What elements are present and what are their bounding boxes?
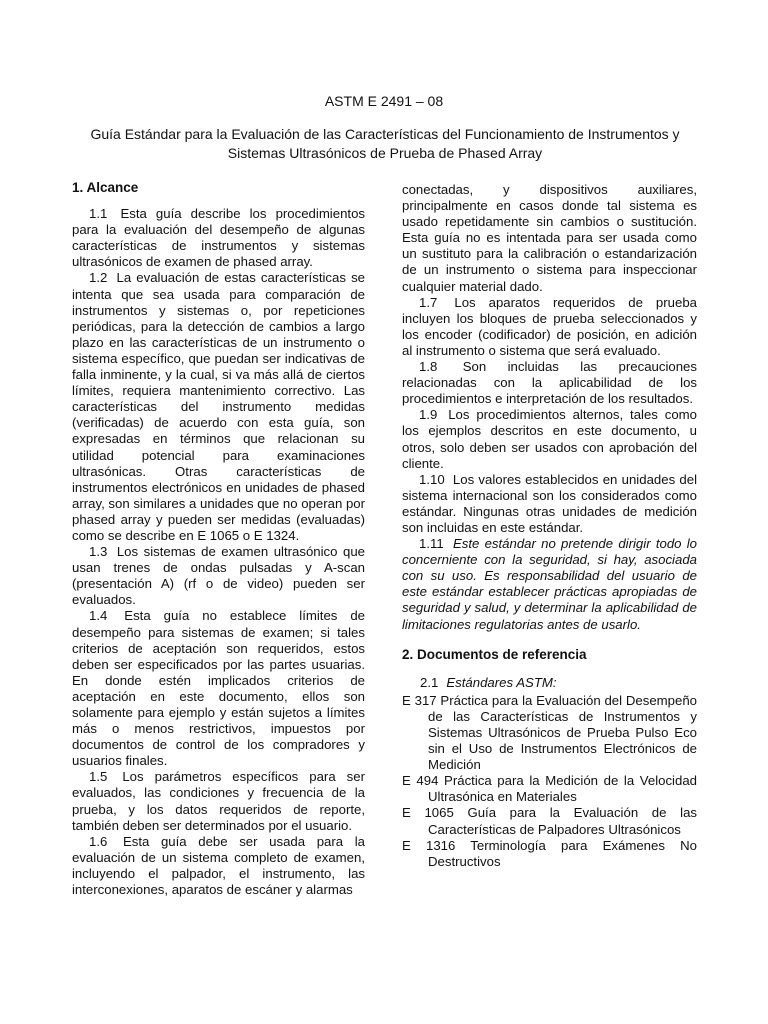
paragraph-1-6: 1.6 Esta guía debe ser usada para la evaluación de un sistema completo de examen, incluyendo el palpador, el instrumento, las interconexiones, aparatos de escáner y alarmas bbox=[72, 833, 365, 898]
subsection-2-1: 2.1 Estándares ASTM: bbox=[420, 674, 557, 690]
section-heading-alcance: 1. Alcance bbox=[72, 180, 139, 195]
paragraph-1-6-continuation: conectadas, y dispositivos auxiliares, principalmente en casos donde tal sistema es usado repetidamente sin cambios o sustitución. Esta guía no es intentada para ser usada como un sustituto para la calibración o estandarización de un instrumento o sistema para inspeccionar cualquier material dado. bbox=[402, 182, 697, 294]
reference-list bbox=[402, 693, 697, 870]
document-title: Guía Estándar para la Evaluación de las Características del Funcionamiento de Instrumentos y Sistemas Ultrasónicos de Prueba de Phased Array bbox=[90, 126, 680, 161]
document-id: ASTM E 2491 – 08 bbox=[324, 93, 444, 109]
reference-item: E 1065 Guía para la Evaluación de las Características de Palpadores Ultrasónicos bbox=[402, 805, 697, 837]
paragraph-1-3: 1.3 Los sistemas de examen ultrasónico que usan trenes de ondas pulsadas y A-scan (presentación A) (rf o de video) pueden ser evaluados. bbox=[72, 544, 365, 608]
section-heading-documentos: 2. Documentos de referencia bbox=[402, 646, 587, 662]
paragraph-1-1: 1.1 Esta guía describe los procedimientos para la evaluación del desempeño de algunas características de instrumentos y sistemas ultrasónicos de examen de phased array. bbox=[72, 206, 365, 270]
paragraph-1-2: 1.2 La evaluación de estas características se intenta que sea usada para comparación de instrumentos y sistemas o, por repeticiones periódicas, para la detección de cambios a largo plazo en las características de un instrumento o sistema específico, que puedan ser indicativas de falla inminente, y la cual, si va más allá de ciertos límites, requiera mantenimiento correctivo. Las características del instrumento medidas (verificadas) de acuerdo con esta guía, son expresadas en términos que relacionan su utilidad potencial para examinaciones ultrasónicas. Otras características de instrumentos electrónicos en unidades de phased array, son similares a unidades que no operan por phased array y pueden ser medidas (evaluadas) como se describe en E 1065 o E 1324. bbox=[72, 270, 365, 543]
reference-item: E 317 Práctica para la Evaluación del Desempeño de las Características de Instrumentos y Sistemas Ultrasónicos de Prueba Pulso Eco sin el Uso de Instrumentos Electrónicos de Medición bbox=[402, 692, 697, 773]
left-column bbox=[72, 180, 365, 898]
paragraph-1-8: 1.8 Son incluidas las precauciones relacionadas con la aplicabilidad de los procedimientos e interpretación de los resultados. bbox=[402, 359, 697, 407]
reference-item: E 1316 Terminología para Exámenes No Destructivos bbox=[402, 837, 697, 869]
paragraph-1-10: 1.10 Los valores establecidos en unidades del sistema internacional son los considerados como estándar. Ningunas otras unidades de medición son incluidas en este estándar. bbox=[402, 471, 697, 535]
paragraph-1-9: 1.9 Los procedimientos alternos, tales como los ejemplos descritos en este documento, u otros, solo deben ser usados con aprobación del cliente. bbox=[402, 407, 697, 471]
paragraph-1-4: 1.4 Esta guía no establece límites de desempeño para sistemas de examen; si tales criterios de aceptación son requeridos, estos deben ser especificados por las partes usuarias. En donde estén implicados criterios de aceptación en este documento, ellos son solamente para ejemplo y están sujetos a límites más o menos restrictivos, impuestos por documentos de control de los compradores y usuarios finales. bbox=[72, 608, 365, 769]
right-column bbox=[402, 182, 697, 870]
paragraph-1-11: 1.11 Este estándar no pretende dirigir todo lo concerniente con la seguridad, si hay, asociada con su uso. Es responsabilidad del usuario de este estándar establecer prácticas apropiadas de seguridad y salud, y determinar la aplicabilidad de limitaciones regulatorias antes de usarlo. bbox=[402, 536, 697, 632]
paragraph-1-5: 1.5 Los parámetros específicos para ser evaluados, las condiciones y frecuencia de la prueba, y los datos requeridos de reporte, también deben ser determinados por el usuario. bbox=[72, 769, 365, 833]
reference-item: E 494 Práctica para la Medición de la Velocidad Ultrasónica en Materiales bbox=[402, 773, 697, 805]
paragraph-1-7: 1.7 Los aparatos requeridos de prueba incluyen los bloques de prueba seleccionados y los encoder (codificador) de posición, en adición al instrumento o sistema que será evaluado. bbox=[402, 294, 697, 358]
